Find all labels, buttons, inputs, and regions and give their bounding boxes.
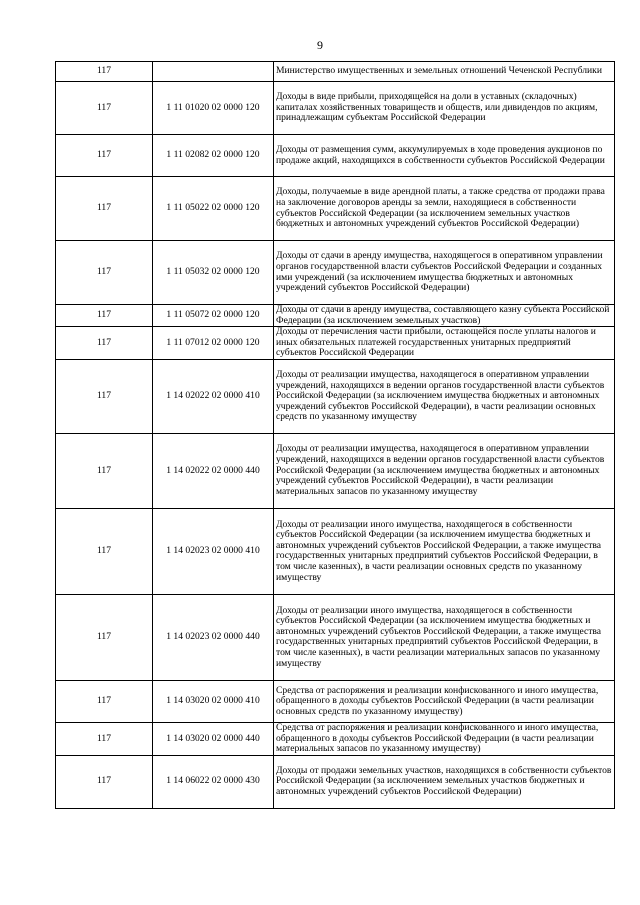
- revenue-code-cell: 1 11 05022 02 0000 120: [153, 177, 274, 241]
- admin-code-cell: 117: [56, 82, 153, 135]
- revenue-code-cell: 1 14 02022 02 0000 440: [153, 433, 274, 508]
- table-body: [56, 62, 615, 809]
- revenue-name-cell: Доходы от реализации имущества, находящегося в оперативном управлении учреждений, находящихся в ведении органов государственной власти субъектов Российской Федерации (за исключением имущества бюджетных и автономных учреждений субъектов Российской Федерации), в части реализации материальных запасов по указанному имуществу: [274, 433, 615, 508]
- table-row: [56, 177, 615, 241]
- revenue-code-cell: 1 14 02023 02 0000 410: [153, 508, 274, 594]
- page-number: 9: [317, 38, 323, 52]
- table-row: [56, 62, 615, 82]
- revenue-name-cell: Доходы от сдачи в аренду имущества, находящегося в оперативном управлении органов государственной власти субъектов Российской Федерации и созданных ими учреждений (за исключением имущества бюджетных и автономных учреждений субъектов Российской Федерации): [274, 241, 615, 305]
- revenue-name-cell: Доходы, получаемые в виде арендной платы, а также средства от продажи права на заключение договоров аренды за земли, находящиеся в собственности субъектов Российской Федерации (за исключением земельных участков бюджетных и автономных учреждений субъектов Российской Федерации): [274, 177, 615, 241]
- admin-code-cell: 117: [56, 327, 153, 360]
- revenue-name-cell: Доходы от перечисления части прибыли, остающейся после уплаты налогов и иных обязательных платежей государственных унитарных предприятий субъектов Российской Федерации: [274, 327, 615, 360]
- admin-code-cell: 117: [56, 241, 153, 305]
- table-row: [56, 327, 615, 360]
- revenue-name-cell: Доходы от сдачи в аренду имущества, составляющего казну субъекта Российской Федерации (за исключением земельных участков): [274, 305, 615, 327]
- table-row: [56, 82, 615, 135]
- admin-code-cell: 117: [56, 755, 153, 808]
- table-row: [56, 433, 615, 508]
- revenue-code-cell: 1 11 07012 02 0000 120: [153, 327, 274, 360]
- revenue-name-cell: Доходы от реализации иного имущества, находящегося в собственности субъектов Российской Федерации (за исключением имущества бюджетных и автономных учреждений субъектов Российской Федерации, а также имущества государственных унитарных предприятий субъектов Российской Федерации, в том числе казенных), в части реализации основных средств по указанному имуществу: [274, 508, 615, 594]
- admin-code-cell: 117: [56, 359, 153, 433]
- admin-code-cell: 117: [56, 508, 153, 594]
- table-row: [56, 680, 615, 722]
- table-row: [56, 722, 615, 755]
- revenue-name-cell: Доходы от реализации иного имущества, находящегося в собственности субъектов Российской Федерации (за исключением имущества бюджетных и автономных учреждений субъектов Российской Федерации, а также имущества государственных унитарных предприятий субъектов Российской Федерации, в том числе казенных), в части реализации материальных запасов по указанному имуществу: [274, 594, 615, 680]
- revenue-name-cell: Средства от распоряжения и реализации конфискованного и иного имущества, обращенного в доходы субъектов Российской Федерации (в части реализации материальных запасов по указанному имуществу): [274, 722, 615, 755]
- admin-code-cell: 117: [56, 62, 153, 82]
- revenue-code-cell: 1 14 03020 02 0000 440: [153, 722, 274, 755]
- admin-code-cell: 117: [56, 135, 153, 177]
- revenue-codes-table: [55, 61, 615, 809]
- admin-code-cell: 117: [56, 680, 153, 722]
- table-row: [56, 135, 615, 177]
- revenue-name-cell: Доходы в виде прибыли, приходящейся на доли в уставных (складочных) капиталах хозяйственных товариществ и обществ, или дивидендов по акциям, принадлежащим субъектам Российской Федерации: [274, 82, 615, 135]
- admin-code-cell: 117: [56, 433, 153, 508]
- table-row: [56, 508, 615, 594]
- admin-code-cell: 117: [56, 594, 153, 680]
- admin-code-cell: 117: [56, 305, 153, 327]
- table-row: [56, 594, 615, 680]
- table-row: [56, 241, 615, 305]
- table-row: [56, 755, 615, 808]
- admin-code-cell: 117: [56, 722, 153, 755]
- table-row: [56, 305, 615, 327]
- revenue-code-cell: 1 11 05072 02 0000 120: [153, 305, 274, 327]
- revenue-code-cell: [153, 62, 274, 82]
- admin-code-cell: 117: [56, 177, 153, 241]
- revenue-code-cell: 1 11 01020 02 0000 120: [153, 82, 274, 135]
- revenue-code-cell: 1 11 02082 02 0000 120: [153, 135, 274, 177]
- revenue-code-cell: 1 11 05032 02 0000 120: [153, 241, 274, 305]
- revenue-code-cell: 1 14 02023 02 0000 440: [153, 594, 274, 680]
- revenue-name-cell: Доходы от размещения сумм, аккумулируемых в ходе проведения аукционов по продаже акций, находящихся в собственности субъектов Российской Федерации: [274, 135, 615, 177]
- revenue-code-cell: 1 14 06022 02 0000 430: [153, 755, 274, 808]
- revenue-name-cell: Доходы от продажи земельных участков, находящихся в собственности субъектов Российской Федерации (за исключением земельных участков бюджетных и автономных учреждений субъектов Российской Федерации): [274, 755, 615, 808]
- revenue-code-cell: 1 14 02022 02 0000 410: [153, 359, 274, 433]
- revenue-code-cell: 1 14 03020 02 0000 410: [153, 680, 274, 722]
- revenue-name-cell: Доходы от реализации имущества, находящегося в оперативном управлении учреждений, находящихся в ведении органов государственной власти субъектов Российской Федерации (за исключением имущества бюджетных и автономных учреждений субъектов Российской Федерации), в части реализации основных средств по указанному имуществу: [274, 359, 615, 433]
- revenue-name-cell: Министерство имущественных и земельных отношений Чеченской Республики: [274, 62, 615, 82]
- revenue-name-cell: Средства от распоряжения и реализации конфискованного и иного имущества, обращенного в доходы субъектов Российской Федерации (в части реализации основных средств по указанному имуществу): [274, 680, 615, 722]
- table-row: [56, 359, 615, 433]
